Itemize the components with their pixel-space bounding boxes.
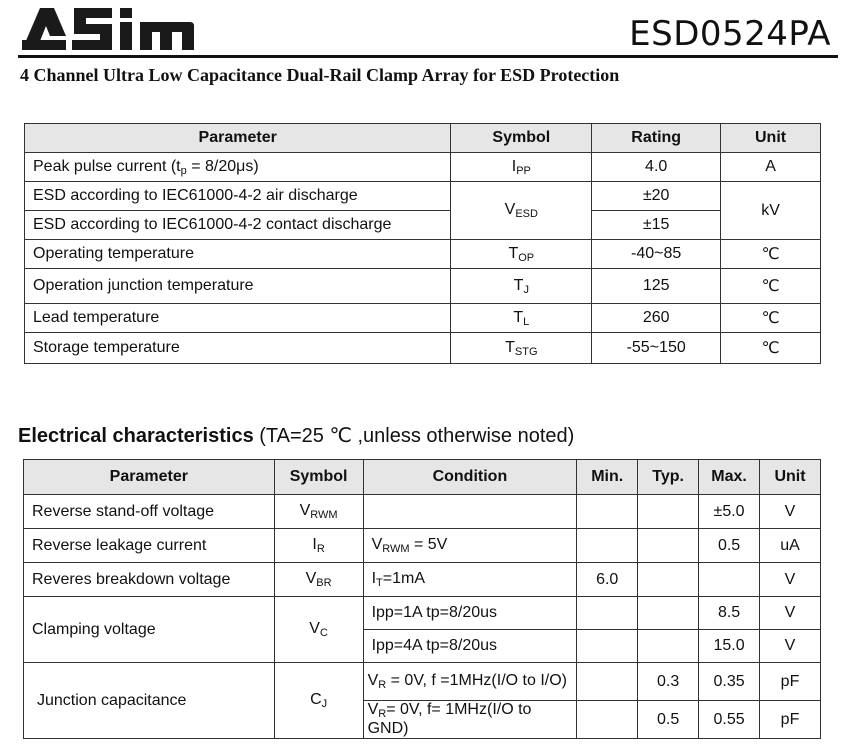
ratings-header-row bbox=[25, 124, 821, 153]
max-cell: 15.0 bbox=[699, 630, 760, 663]
condition-cell: Ipp=1A tp=8/20us bbox=[363, 597, 577, 630]
table-row bbox=[24, 663, 821, 701]
condition-cell: $V_R = 0V$, f =1MHz(I/O to I/O) bbox=[363, 663, 577, 701]
table-row bbox=[24, 597, 821, 630]
parameter-cell: ESD according to IEC61000-4-2 air discharge bbox=[25, 182, 451, 211]
table-row bbox=[25, 304, 821, 333]
parameter-cell: Junction capacitance bbox=[24, 663, 275, 739]
typ-cell bbox=[638, 630, 699, 663]
rating-cell: 4.0 bbox=[592, 153, 721, 182]
parameter-cell: Lead temperature bbox=[25, 304, 451, 333]
max-cell: 8.5 bbox=[699, 597, 760, 630]
unit-cell: pF bbox=[760, 701, 821, 739]
symbol-cell: $T_{OP}$ bbox=[451, 240, 592, 269]
condition-cell: $V_R= 0V$, f= 1MHz(I/O to GND) bbox=[363, 701, 577, 739]
rating-cell: 260 bbox=[592, 304, 721, 333]
unit-cell: ℃ bbox=[721, 333, 821, 364]
condition-cell: $I_T=1mA$ bbox=[363, 563, 577, 597]
typ-cell: 0.3 bbox=[638, 663, 699, 701]
max-cell: ±5.0 bbox=[699, 495, 760, 529]
rating-cell: -40~85 bbox=[592, 240, 721, 269]
table-row bbox=[24, 529, 821, 563]
parameter-cell: Clamping voltage bbox=[24, 597, 275, 663]
part-number: ESD0524PA bbox=[629, 14, 831, 54]
symbol-cell: $V_{RWM}$ bbox=[274, 495, 363, 529]
parameter-cell: Peak pulse current $(t_p = 8/20\mu s)$ bbox=[25, 153, 451, 182]
unit-cell: uA bbox=[760, 529, 821, 563]
min-cell bbox=[577, 529, 638, 563]
parameter-cell: Operation junction temperature bbox=[25, 269, 451, 304]
table-row bbox=[24, 563, 821, 597]
table-row bbox=[24, 495, 821, 529]
column-header: Parameter bbox=[24, 460, 275, 495]
symbol-cell: $I_{PP}$ bbox=[451, 153, 592, 182]
max-cell: 0.5 bbox=[699, 529, 760, 563]
typ-cell bbox=[638, 495, 699, 529]
header-divider bbox=[18, 55, 838, 58]
document-subtitle: 4 Channel Ultra Low Capacitance Dual-Rail Clamp Array for ESD Protection bbox=[20, 65, 620, 85]
column-header: Condition bbox=[363, 460, 577, 495]
unit-cell: kV bbox=[721, 182, 821, 240]
rating-cell: ±20 bbox=[592, 182, 721, 211]
parameter-cell: ESD according to IEC61000-4-2 contact discharge bbox=[25, 211, 451, 240]
symbol-cell: $I_R$ bbox=[274, 529, 363, 563]
section-title: Electrical characteristics (TA=25 ℃ ,unless otherwise noted) bbox=[18, 425, 575, 447]
typ-cell: 0.5 bbox=[638, 701, 699, 739]
symbol-cell: $V_{BR}$ bbox=[274, 563, 363, 597]
unit-cell: V bbox=[760, 597, 821, 630]
symbol-cell: $V_{ESD}$ bbox=[451, 182, 592, 240]
min-cell bbox=[577, 701, 638, 739]
symbol-cell: $T_{STG}$ bbox=[451, 333, 592, 364]
rating-cell: 125 bbox=[592, 269, 721, 304]
parameter-cell: Reveres breakdown voltage bbox=[24, 563, 275, 597]
min-cell bbox=[577, 495, 638, 529]
column-header: Typ. bbox=[638, 460, 699, 495]
rating-cell: ±15 bbox=[592, 211, 721, 240]
condition-cell bbox=[363, 495, 577, 529]
symbol-cell: $C_J$ bbox=[274, 663, 363, 739]
table-row bbox=[25, 269, 821, 304]
unit-cell: V bbox=[760, 630, 821, 663]
unit-cell: pF bbox=[760, 663, 821, 701]
electrical-header-row bbox=[24, 460, 821, 495]
table-row bbox=[25, 333, 821, 364]
table-row bbox=[25, 211, 821, 240]
ratings-table bbox=[24, 123, 821, 364]
parameter-cell: Operating temperature bbox=[25, 240, 451, 269]
parameter-cell: Storage temperature bbox=[25, 333, 451, 364]
table-row bbox=[25, 240, 821, 269]
table-row bbox=[25, 153, 821, 182]
max-cell bbox=[699, 563, 760, 597]
max-cell: 0.55 bbox=[699, 701, 760, 739]
symbol-cell: $T_L$ bbox=[451, 304, 592, 333]
column-header: Symbol bbox=[451, 124, 592, 153]
unit-cell: ℃ bbox=[721, 269, 821, 304]
unit-cell: V bbox=[760, 563, 821, 597]
column-header: Min. bbox=[577, 460, 638, 495]
column-header: Symbol bbox=[274, 460, 363, 495]
column-header: Unit bbox=[760, 460, 821, 495]
min-cell: 6.0 bbox=[577, 563, 638, 597]
column-header: Max. bbox=[699, 460, 760, 495]
unit-cell: ℃ bbox=[721, 304, 821, 333]
min-cell bbox=[577, 663, 638, 701]
electrical-table bbox=[23, 459, 821, 739]
symbol-cell: $T_J$ bbox=[451, 269, 592, 304]
parameter-cell: Reverse stand-off voltage bbox=[24, 495, 275, 529]
parameter-cell: Reverse leakage current bbox=[24, 529, 275, 563]
min-cell bbox=[577, 597, 638, 630]
rating-cell: -55~150 bbox=[592, 333, 721, 364]
max-cell: 0.35 bbox=[699, 663, 760, 701]
table-row bbox=[25, 182, 821, 211]
column-header: Unit bbox=[721, 124, 821, 153]
unit-cell: ℃ bbox=[721, 240, 821, 269]
unit-cell: V bbox=[760, 495, 821, 529]
typ-cell bbox=[638, 563, 699, 597]
symbol-cell: $V_C$ bbox=[274, 597, 363, 663]
condition-cell: Ipp=4A tp=8/20us bbox=[363, 630, 577, 663]
condition-cell: $V_{RWM} = 5V$ bbox=[363, 529, 577, 563]
unit-cell: A bbox=[721, 153, 821, 182]
typ-cell bbox=[638, 597, 699, 630]
asim-logo bbox=[20, 6, 196, 52]
column-header: Parameter bbox=[25, 124, 451, 153]
typ-cell bbox=[638, 529, 699, 563]
column-header: Rating bbox=[592, 124, 721, 153]
min-cell bbox=[577, 630, 638, 663]
